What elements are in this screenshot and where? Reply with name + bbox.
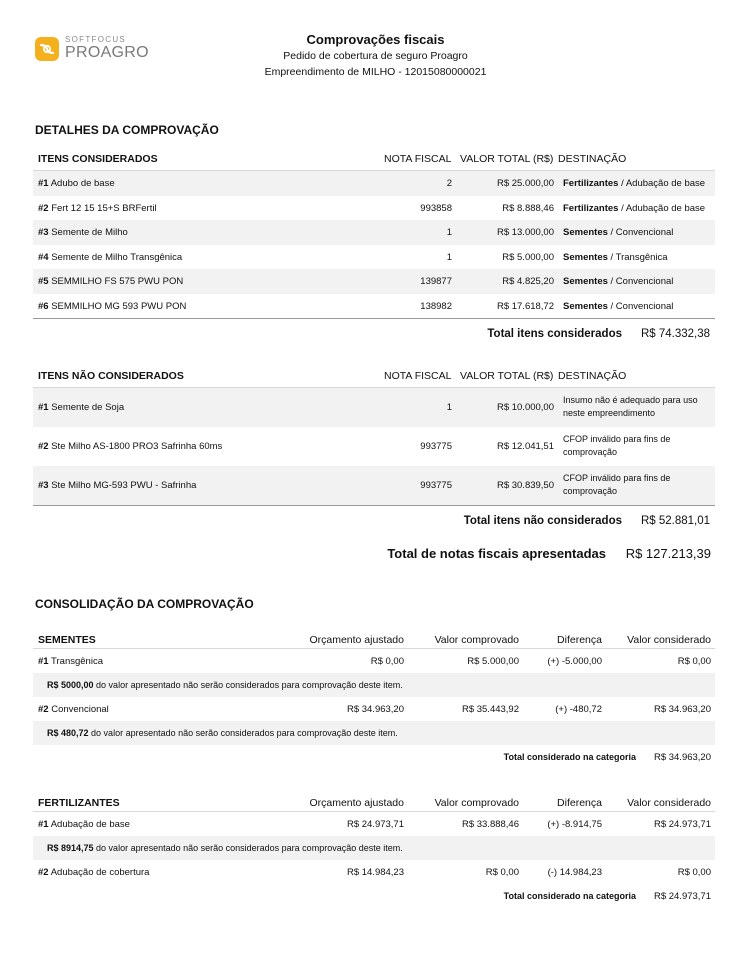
item-number: #2	[38, 202, 49, 214]
note-text	[47, 680, 403, 690]
destinacao-category: Sementes	[563, 251, 608, 263]
diferenca-cell: (+) -480,72	[555, 704, 602, 715]
note-suffix: do valor apresentado não serão considerados para comprovação deste item.	[93, 680, 403, 690]
note-suffix: do valor apresentado não serão considerados para comprovação deste item.	[88, 728, 398, 738]
table-row	[33, 196, 715, 221]
nota-fiscal-cell: 1	[446, 402, 452, 413]
item-name: Adubação de base	[50, 819, 130, 830]
item-number: #1	[38, 656, 49, 667]
destinacao-cell	[563, 178, 713, 189]
destinacao-cell	[563, 301, 713, 312]
fertilizers-total-value: R$ 24.973,71	[653, 891, 711, 902]
item-number: #1	[38, 402, 49, 413]
orcamento-cell: R$ 24.973,71	[346, 819, 404, 830]
item-number: #2	[38, 704, 49, 715]
col-diferenca: Diferença	[557, 634, 602, 646]
comprovado-cell: R$ 33.888,46	[461, 819, 519, 830]
valor-cell: R$ 10.000,00	[496, 402, 554, 413]
table-row	[33, 466, 715, 505]
note-amount: R$ 8914,75	[47, 843, 94, 853]
item-cell	[38, 178, 115, 189]
logo-softfocus-text: SOFTFOCUS	[65, 35, 127, 44]
logo-proagro-text: PROAGRO	[65, 44, 149, 61]
fertilizers-consolidation-table	[33, 791, 715, 908]
total-not-considered-label: Total itens não considerados	[463, 515, 622, 527]
total-considered-label: Total itens considerados	[487, 328, 622, 340]
item-name: Adubação de cobertura	[50, 867, 150, 878]
item-name: Convencional	[51, 704, 109, 715]
considerado-cell: R$ 24.973,71	[653, 819, 711, 830]
note-text	[47, 728, 398, 738]
page-title: Comprovações fiscais	[306, 32, 445, 47]
item-name: Fert 12 15 15+S BRFertil	[51, 202, 157, 214]
destinacao-subcategory: / Transgênica	[607, 251, 668, 263]
valor-cell: R$ 12.041,51	[496, 441, 554, 452]
item-name: Transgênica	[51, 656, 103, 667]
col-destinacao: DESTINAÇÃO	[558, 153, 627, 165]
item-name: Adubo de base	[50, 178, 115, 189]
item-cell	[38, 441, 222, 452]
comprovado-cell: R$ 0,00	[485, 867, 519, 878]
destinacao-category: Fertilizantes	[563, 178, 619, 189]
seeds-consolidation-table	[33, 628, 715, 769]
destinacao-subcategory: / Adubação de base	[618, 202, 706, 214]
total-considered-value: R$ 74.332,38	[640, 328, 710, 340]
nota-fiscal-cell: 138982	[420, 300, 452, 312]
col-comprovado: Valor comprovado	[434, 634, 519, 646]
item-cell	[38, 867, 149, 878]
item-number: #5	[38, 276, 49, 287]
seeds-table-header	[33, 628, 715, 649]
fertilizers-category-total	[33, 884, 715, 908]
valor-cell: R$ 5.000,00	[502, 251, 554, 263]
col-orcamento: Orçamento ajustado	[309, 634, 404, 646]
consolidation-row	[33, 860, 715, 884]
grand-total-value: R$ 127.213,39	[625, 546, 711, 561]
destinacao-category: Sementes	[563, 300, 608, 312]
destinacao-category: Sementes	[563, 276, 608, 287]
item-number: #2	[38, 441, 49, 452]
fertilizers-total-label: Total considerado na categoria	[503, 891, 636, 901]
destinacao-subcategory: / Convencional	[607, 276, 674, 287]
destinacao-cell	[563, 227, 713, 238]
item-name: Ste Milho MG-593 PWU - Safrinha	[51, 480, 197, 491]
destinacao-cell	[563, 252, 713, 263]
valor-cell: R$ 13.000,00	[496, 227, 554, 238]
item-cell	[38, 819, 130, 830]
fertilizers-header-label: FERTILIZANTES	[38, 797, 120, 809]
destinacao-cell	[563, 276, 713, 287]
total-not-considered-value: R$ 52.881,01	[640, 515, 710, 527]
consolidation-row	[33, 812, 715, 836]
col-nota-fiscal: NOTA FISCAL	[384, 370, 452, 382]
item-name: SEMMILHO FS 575 PWU PON	[51, 276, 184, 287]
nota-fiscal-cell: 993858	[420, 202, 452, 214]
item-cell	[38, 203, 157, 214]
item-name: Ste Milho AS-1800 PRO3 Safrinha 60ms	[51, 441, 223, 452]
col-comprovado: Valor comprovado	[434, 797, 519, 809]
nota-fiscal-cell: 1	[446, 227, 452, 238]
nota-fiscal-cell: 2	[446, 178, 452, 189]
item-number: #1	[38, 819, 49, 830]
col-nota-fiscal: NOTA FISCAL	[384, 153, 452, 165]
table-row	[33, 427, 715, 466]
considerado-cell: R$ 0,00	[677, 656, 711, 667]
note-amount: R$ 5000,00	[47, 680, 94, 690]
nota-fiscal-cell: 1	[446, 251, 452, 263]
item-cell	[38, 227, 128, 238]
nota-fiscal-cell: 993775	[420, 441, 452, 452]
considered-rows	[33, 171, 715, 318]
details-section-title: DETALHES DA COMPROVAÇÃO	[35, 123, 219, 137]
valor-cell: R$ 30.839,50	[496, 480, 554, 491]
destinacao-subcategory: / Convencional	[607, 300, 674, 312]
item-number: #4	[38, 251, 49, 263]
seeds-category-total	[33, 745, 715, 769]
consolidation-row	[33, 649, 715, 673]
table-row	[33, 245, 715, 270]
nota-fiscal-cell: 993775	[420, 480, 452, 491]
not-considered-items-table	[33, 367, 715, 506]
col-considerado: Valor considerado	[627, 797, 711, 809]
diferenca-cell: (-) 14.984,23	[547, 867, 602, 878]
page-subtitle: Pedido de cobertura de seguro Proagro	[283, 50, 468, 62]
valor-cell: R$ 17.618,72	[496, 300, 554, 312]
destinacao-cell: CFOP inválido para fins de comprovação	[563, 473, 671, 496]
orcamento-cell: R$ 14.984,23	[346, 867, 404, 878]
col-valor-total: VALOR TOTAL (R$)	[460, 153, 554, 165]
destinacao-cell: CFOP inválido para fins de comprovação	[563, 434, 671, 457]
destinacao-category: Fertilizantes	[563, 202, 619, 214]
fertilizers-rows	[33, 812, 715, 884]
item-cell	[38, 480, 196, 491]
note-suffix: do valor apresentado não serão considerados para comprovação deste item.	[93, 843, 403, 853]
item-number: #3	[38, 227, 49, 238]
destinacao-category: Sementes	[563, 227, 608, 238]
comprovado-cell: R$ 5.000,00	[467, 656, 519, 667]
valor-cell: R$ 8.888,46	[502, 202, 554, 214]
valor-cell: R$ 4.825,20	[502, 276, 554, 287]
destinacao-subcategory: / Convencional	[607, 227, 674, 238]
not-considered-header-label: ITENS NÃO CONSIDERADOS	[38, 370, 184, 382]
table-row	[33, 269, 715, 294]
item-cell	[38, 252, 182, 263]
considered-header-label: ITENS CONSIDERADOS	[38, 153, 158, 165]
table-row	[33, 171, 715, 196]
item-name: Semente de Milho	[51, 227, 128, 238]
considerado-cell: R$ 0,00	[677, 867, 711, 878]
seeds-total-value: R$ 34.963,20	[653, 752, 711, 763]
considered-items-table	[33, 150, 715, 319]
page-subtitle-enterprise: Empreendimento de MILHO - 12015080000021	[264, 66, 487, 78]
consolidation-section-title: CONSOLIDAÇÃO DA COMPROVAÇÃO	[35, 597, 254, 611]
nota-fiscal-cell: 139877	[420, 276, 452, 287]
item-name: SEMMILHO MG 593 PWU PON	[51, 300, 187, 312]
table-row	[33, 220, 715, 245]
destinacao-cell	[563, 203, 713, 214]
item-cell	[38, 656, 103, 667]
item-cell	[38, 402, 124, 413]
col-diferenca: Diferença	[557, 797, 602, 809]
item-cell	[38, 276, 183, 287]
diferenca-cell: (+) -5.000,00	[547, 656, 602, 667]
orcamento-cell: R$ 0,00	[370, 656, 404, 667]
note-row	[33, 836, 715, 860]
col-destinacao: DESTINAÇÃO	[558, 370, 627, 382]
valor-cell: R$ 25.000,00	[496, 178, 554, 189]
table-row	[33, 294, 715, 319]
seeds-total-label: Total considerado na categoria	[503, 752, 636, 762]
item-cell	[38, 301, 186, 312]
comprovado-cell: R$ 35.443,92	[461, 704, 519, 715]
item-number: #6	[38, 300, 49, 312]
grand-total-label: Total de notas fiscais apresentadas	[387, 546, 606, 561]
item-cell	[38, 704, 109, 715]
item-name: Semente de Soja	[51, 402, 125, 413]
seeds-rows	[33, 649, 715, 745]
not-considered-table-header	[33, 367, 715, 388]
destinacao-cell: Insumo não é adequado para uso neste empreendimento	[563, 395, 698, 418]
col-valor-total: VALOR TOTAL (R$)	[460, 370, 554, 382]
item-number: #2	[38, 867, 49, 878]
fertilizers-table-header	[33, 791, 715, 812]
note-row	[33, 673, 715, 697]
not-considered-rows	[33, 388, 715, 505]
note-text	[47, 843, 403, 853]
considered-table-header	[33, 150, 715, 171]
consolidation-row	[33, 697, 715, 721]
item-name: Semente de Milho Transgênica	[51, 251, 183, 263]
col-orcamento: Orçamento ajustado	[309, 797, 404, 809]
note-row	[33, 721, 715, 745]
orcamento-cell: R$ 34.963,20	[346, 704, 404, 715]
col-considerado: Valor considerado	[627, 634, 711, 646]
table-row	[33, 388, 715, 427]
item-number: #1	[38, 178, 49, 189]
destinacao-subcategory: / Adubação de base	[618, 178, 706, 189]
considerado-cell: R$ 34.963,20	[653, 704, 711, 715]
note-amount: R$ 480,72	[47, 728, 89, 738]
seeds-header-label: SEMENTES	[38, 634, 96, 646]
item-number: #3	[38, 480, 49, 491]
diferenca-cell: (+) -8.914,75	[547, 819, 602, 830]
